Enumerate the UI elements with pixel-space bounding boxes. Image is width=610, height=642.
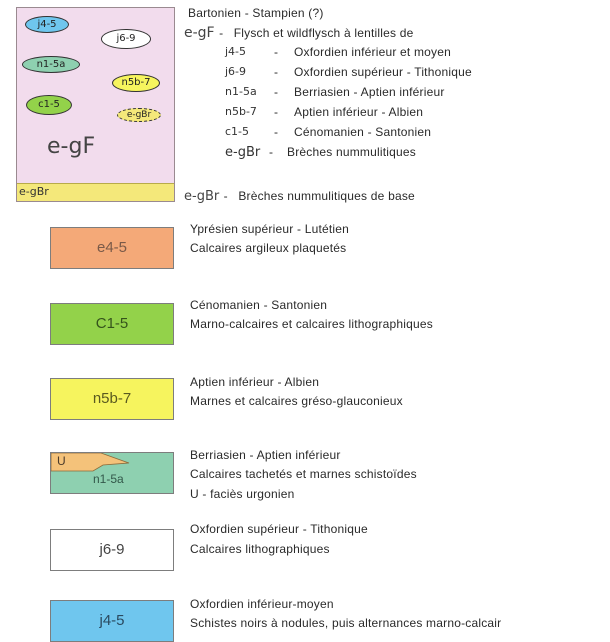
unit-line: Marnes et calcaires gréso-glauconieux xyxy=(190,394,403,408)
lens-desc: Cénomanien - Santonien xyxy=(294,125,432,139)
lens-code: j4-5 xyxy=(225,45,247,58)
lens-egbr: e-gBr xyxy=(117,108,161,122)
lens-code: e-gBr xyxy=(225,145,261,160)
unit-line: Cénomanien - Santonien xyxy=(190,298,328,312)
flysch-main-code-label: e-gF xyxy=(184,25,215,41)
unit-line: Marno-calcaires et calcaires lithographiques xyxy=(190,317,433,331)
lens-sep: - xyxy=(274,125,279,139)
unit-code: j4-5 xyxy=(99,612,125,629)
lens-sep: - xyxy=(274,45,279,59)
flysch-base-desc: Brèches nummulitiques de base xyxy=(238,189,415,203)
flysch-swatch xyxy=(16,7,175,202)
flysch-main-desc: Flysch et wildflysch à lentilles de xyxy=(233,26,414,40)
unit-swatch-j45 xyxy=(50,600,174,642)
urgonian-code: U xyxy=(57,454,66,468)
unit-swatch-e45 xyxy=(50,227,174,269)
unit-line: Calcaires argileux plaquetés xyxy=(190,241,347,255)
lens-sep: - xyxy=(274,105,279,119)
lens-code: n1-5a xyxy=(225,85,257,98)
flysch-base-row xyxy=(184,187,415,205)
lens-desc: Berriasien - Aptien inférieur xyxy=(294,85,445,99)
lens-j45: j4-5 xyxy=(25,16,69,33)
unit-code: C1-5 xyxy=(95,315,129,332)
lens-code: n5b-7 xyxy=(225,105,257,118)
unit-code: n5b-7 xyxy=(92,390,132,407)
lens-sep: - xyxy=(269,145,274,159)
lens-code: c1-5 xyxy=(225,125,250,138)
unit-code: n1-5a xyxy=(93,472,124,486)
lens-c15: c1-5 xyxy=(26,95,72,115)
lens-sep: - xyxy=(274,85,279,99)
unit-swatch-n5b7 xyxy=(50,378,174,420)
lens-desc: Oxfordien inférieur et moyen xyxy=(294,45,452,59)
unit-line: U - faciès urgonien xyxy=(190,487,295,501)
flysch-main-row xyxy=(184,24,413,42)
flysch-base-sep: - xyxy=(223,189,228,203)
lens-sep: - xyxy=(274,65,279,79)
flysch-main-sep: - xyxy=(219,26,224,40)
lens-code: j6-9 xyxy=(225,65,247,78)
unit-line: Berriasien - Aptien inférieur xyxy=(190,448,341,462)
unit-line: Yprésien supérieur - Lutétien xyxy=(190,222,349,236)
lens-desc: Oxfordien supérieur - Tithonique xyxy=(294,65,472,79)
unit-line: Oxfordien inférieur-moyen xyxy=(190,597,334,611)
lens-n15a: n1-5a xyxy=(22,56,80,73)
flysch-main-code: e-gF xyxy=(47,134,96,159)
unit-code: j6-9 xyxy=(99,541,125,558)
lens-n5b7: n5b-7 xyxy=(112,74,160,92)
base-band-label: e-gBr xyxy=(19,185,49,198)
unit-code: e4-5 xyxy=(96,239,128,256)
flysch-title: Bartonien - Stampien (?) xyxy=(188,6,324,20)
unit-line: Aptien inférieur - Albien xyxy=(190,375,320,389)
unit-line: Calcaires lithographiques xyxy=(190,542,330,556)
unit-swatch-n15a xyxy=(50,452,174,494)
lens-j69: j6-9 xyxy=(101,29,151,49)
unit-line: Calcaires tachetés et marnes schistoïdes xyxy=(190,467,417,481)
unit-line: Oxfordien supérieur - Tithonique xyxy=(190,522,368,536)
lens-desc: Aptien inférieur - Albien xyxy=(294,105,424,119)
flysch-base-code: e-gBr xyxy=(184,189,220,204)
unit-swatch-c15 xyxy=(50,303,174,345)
flysch-base-band xyxy=(17,183,174,201)
unit-swatch-j69 xyxy=(50,529,174,571)
lens-desc: Brèches nummulitiques xyxy=(287,145,416,159)
unit-line: Schistes noirs à nodules, puis alternances marno-calcair xyxy=(190,616,502,630)
